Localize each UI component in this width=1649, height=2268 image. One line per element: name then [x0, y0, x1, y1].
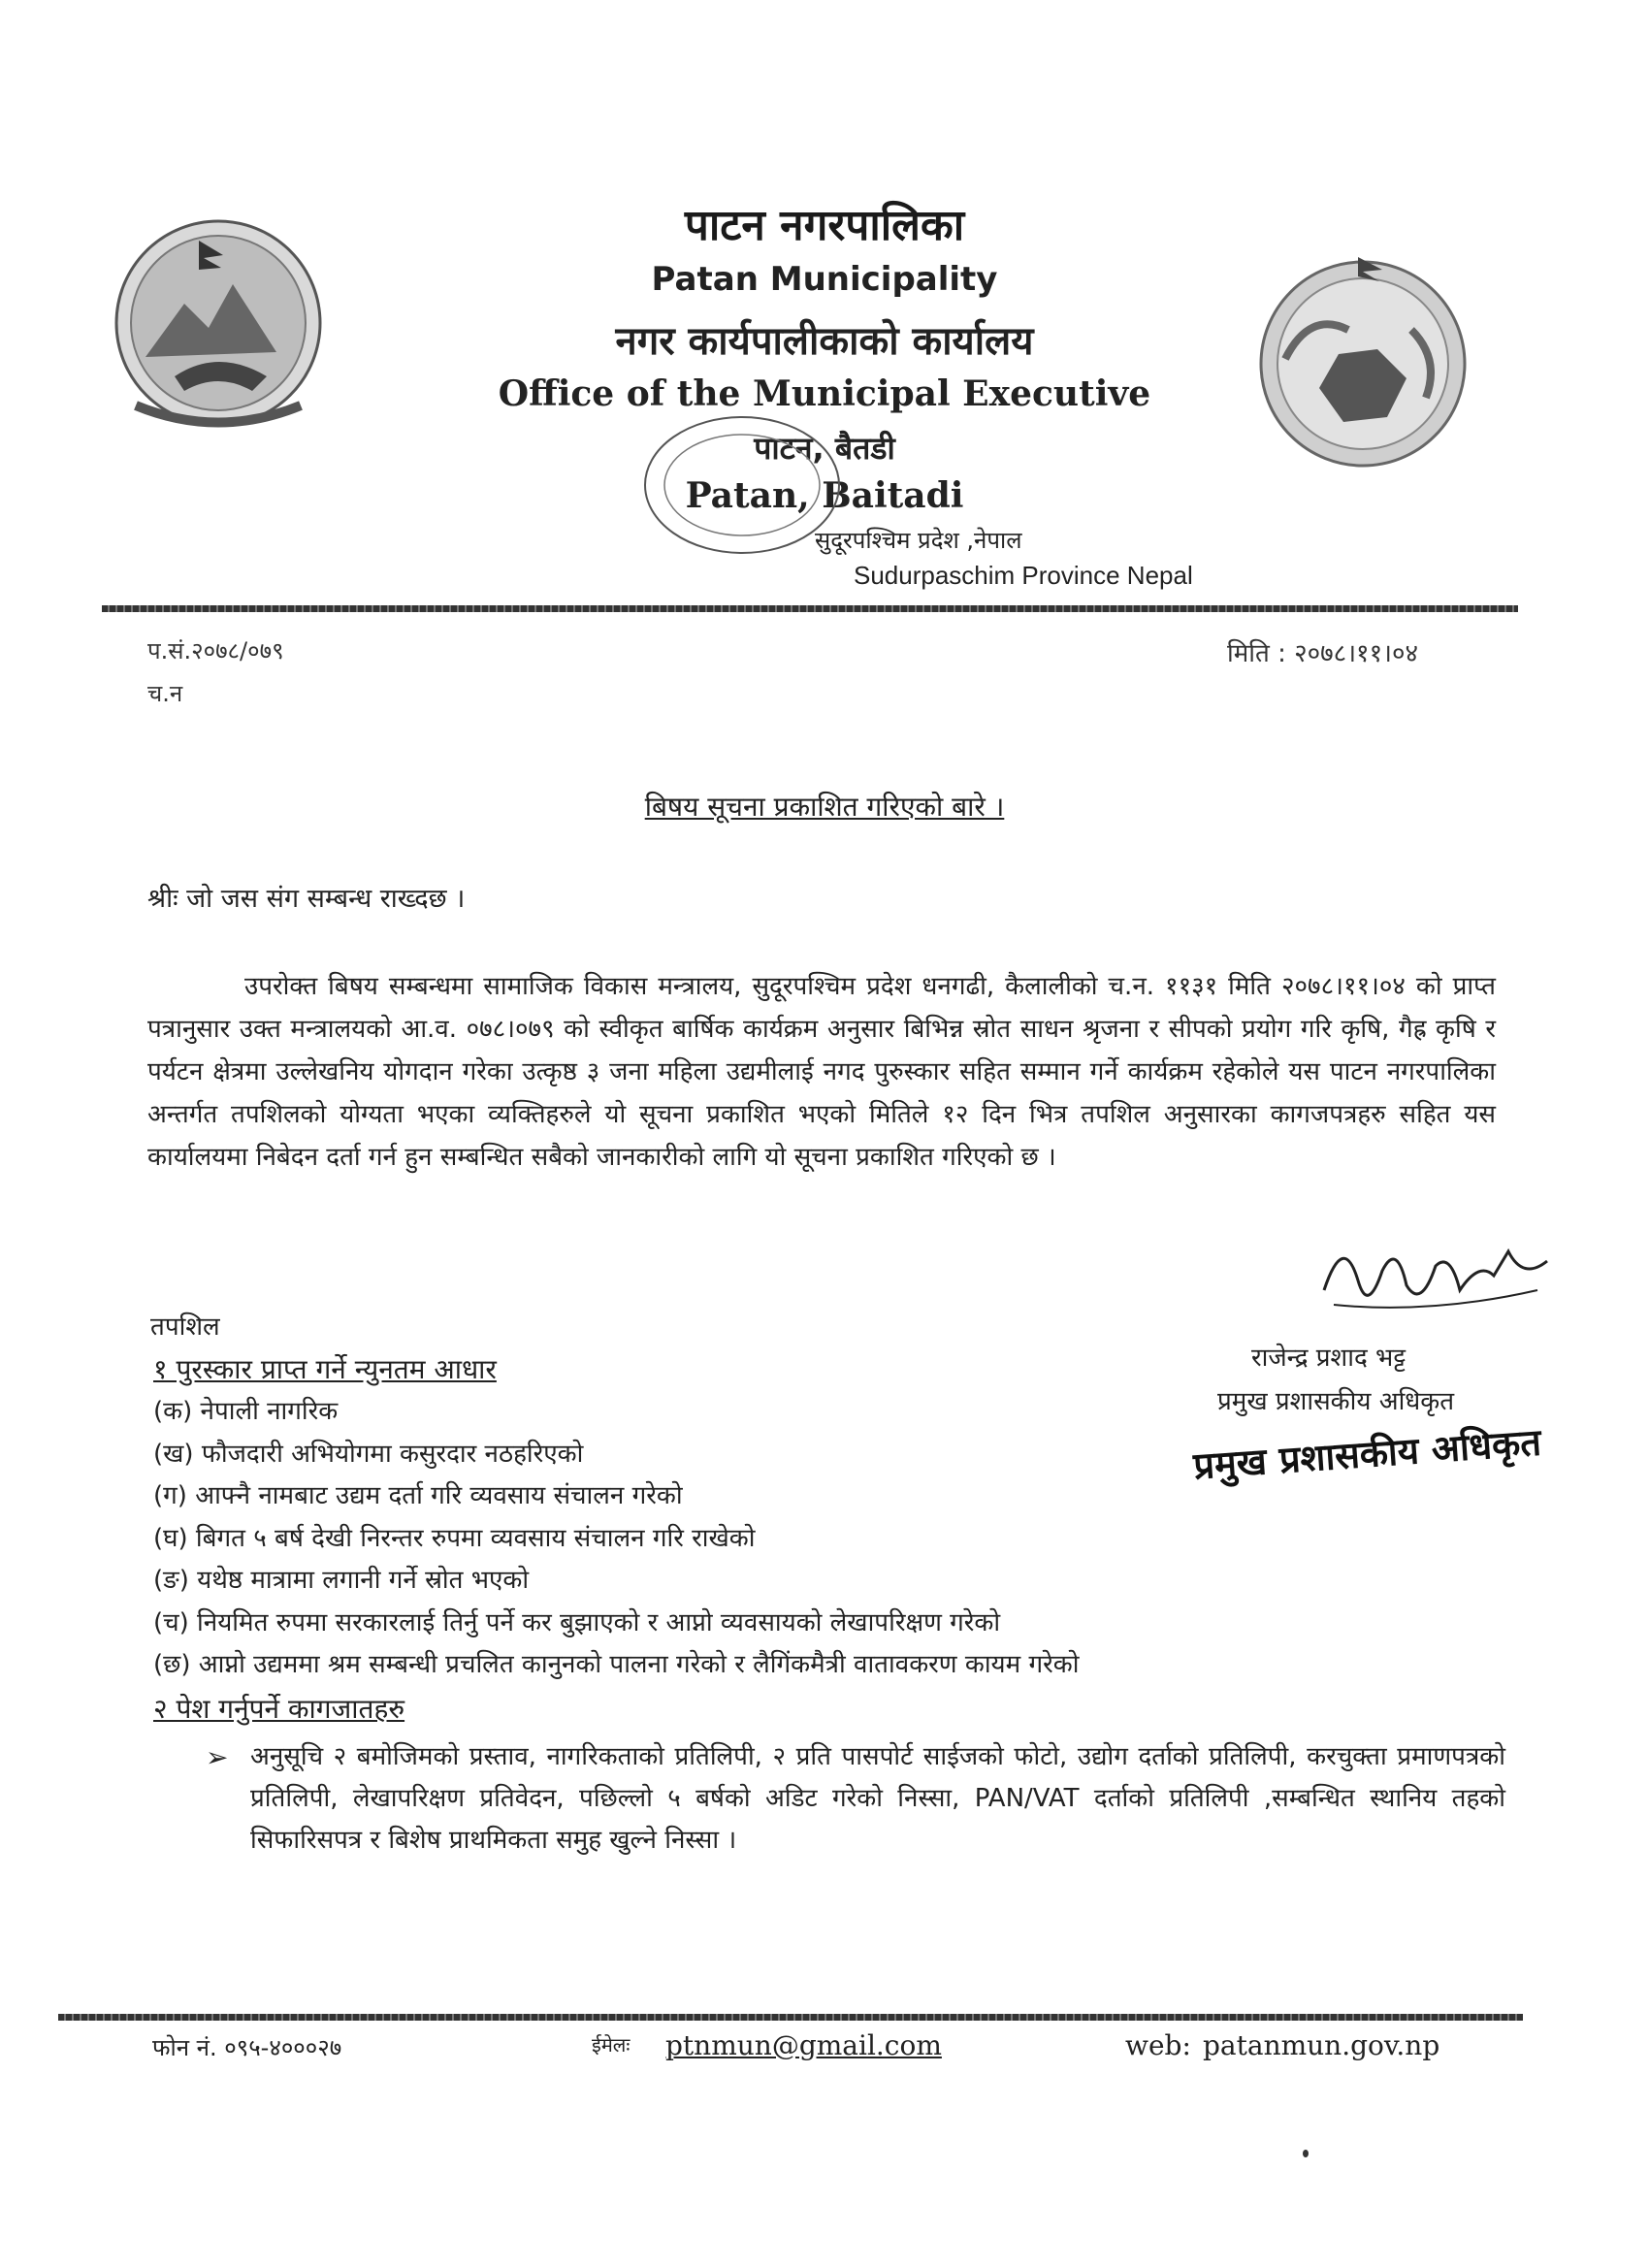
footer-phone: फोन नं. ०९५-४०००२७ — [152, 2034, 342, 2061]
list-item: (क) नेपाली नागरिक — [153, 1397, 339, 1426]
footer-web-link[interactable]: patanmun.gov.np — [1203, 2029, 1440, 2061]
list-item: (च) नियमित रुपमा सरकारलाई तिर्नु पर्ने कर बुझाएको र आप्नो व्यवसायको लेखापरिक्षण गरेको — [153, 1607, 1001, 1637]
province-english: Sudurpaschim Province Nepal — [854, 561, 1193, 590]
details-label: तपशिल — [150, 1312, 220, 1342]
section-1-heading: १ पुरस्कार प्राप्त गर्ने न्युनतम आधार — [153, 1353, 497, 1385]
province-nepali: सुदूरपश्चिम प्रदेश ,नेपाल — [815, 527, 1022, 554]
list-item: (घ) बिगत ५ बर्ष देखी निरन्तर रुपमा व्यवसाय संचालन गरि राखेको — [153, 1523, 756, 1553]
office-name-english: Office of the Municipal Executive — [498, 373, 1151, 414]
criteria-list — [153, 1391, 1079, 1687]
header-divider — [102, 605, 1518, 612]
place-english: Patan, Baitadi — [685, 475, 964, 516]
dispatch-number: च.न — [147, 680, 183, 707]
footer-divider — [58, 2014, 1523, 2021]
section-2-heading: २ पेश गर्नुपर्ने कागजातहरु — [153, 1693, 405, 1725]
salutation: श्रीः जो जस संग सम्बन्ध राख्दछ । — [147, 884, 466, 914]
subject-text: बिषय सूचना प्रकाशित गरिएको बारे । — [644, 791, 1005, 823]
signatory-title: प्रमुख प्रशासकीय अधिकृत — [1217, 1387, 1455, 1416]
list-item: (छ) आप्नो उद्यममा श्रम सम्बन्धी प्रचलित कानुनको पालना गरेको र लैगिंकमैत्री वातावकरण कायम गरेको — [153, 1650, 1080, 1679]
footer-email-label: ईमेलः — [592, 2033, 630, 2057]
letter-subject — [0, 788, 1649, 825]
letter-date: मिति : २०७८।११।०४ — [1227, 639, 1418, 668]
reference-number: प.सं.२०७८/०७९ — [147, 637, 284, 664]
documents-list-item — [206, 1736, 1505, 1862]
signatory-stamp: प्रमुख प्रशासकीय अधिकृत — [1191, 1420, 1543, 1488]
list-item: (ग) आफ्नै नामबाट उद्यम दर्ता गरि व्यवसाय संचालन गरेको — [153, 1481, 683, 1510]
body-paragraph: उपरोक्त बिषय सम्बन्धमा सामाजिक विकास मन्त्रालय, सुदूरपश्चिम प्रदेश धनगढी, कैलालीको च.न. ११३१ मिति २०७८।११।०४ को प्राप्त पत्रानुसार उक्त मन्त्रालयको आ.व. ०७८।०७९ को स्वीकृत बार्षिक कार्यक्रम अनुसार बिभिन्न स्रोत साधन श्रृजना र सीपको प्रयोग गरि कृषि, गैह्र कृषि र पर्यटन क्षेत्रमा उल्लेखनिय योगदान गरेका उत्कृष्ठ ३ जना महिला उद्यमीलाई नगद पुरुस्कार सहित सम्मान गर्ने कार्यक्रम रहेकोले यस पाटन नगरपालिका अन्तर्गत तपशिलको योग्यता भएका व्यक्तिहरुले यो सूचना प्रकाशित भएको मितिले १२ दिन भित्र तपशिल अनुसारका कागजपत्रहरु सहित यस कार्यालयमा निबेदन दर्ता गर्न हुन सम्बन्धित सबैको जानकारीको लागि यो सूचना प्रकाशित गरिएको छ । — [147, 972, 1496, 1172]
speck — [1303, 2150, 1309, 2157]
signature-icon — [1314, 1222, 1557, 1329]
municipality-name-nepali: पाटन नगरपालिका — [684, 201, 965, 250]
footer-web-label: web: — [1125, 2029, 1191, 2061]
signatory-name: राजेन्द्र प्रशाद भट्ट — [1251, 1344, 1406, 1373]
arrow-bullet-icon: ➢ — [206, 1741, 229, 1773]
list-item: (ङ) यथेष्ठ मात्रामा लगानी गर्ने स्रोत भएको — [153, 1566, 530, 1595]
municipality-name-english: Patan Municipality — [651, 260, 998, 299]
list-item: (ख) फौजदारी अभियोगमा कसुरदार नठहरिएको — [153, 1439, 584, 1469]
place-nepali: पाटन, बैतडी — [754, 430, 895, 467]
footer-email-link[interactable]: ptnmun@gmail.com — [665, 2029, 942, 2061]
office-name-nepali: नगर कार्यपालीकाको कार्यालय — [615, 319, 1034, 364]
documents-text: अनुसूचि २ बमोजिमको प्रस्ताव, नागरिकताको प्रतिलिपी, २ प्रति पासपोर्ट साईजको फोटो, उद्योग दर्ताको प्रतिलिपी, करचुक्ता प्रमाणपत्रको प्रतिलिपी, लेखापरिक्षण प्रतिवेदन, पछिल्लो ५ बर्षको अडिट गरेको निस्सा, PAN/VAT दर्ताको प्रतिलिपी ,सम्बन्धित स्थानिय तहको सिफारिसपत्र र बिशेष प्राथमिकता समुह खुल्ने निस्सा । — [250, 1742, 1505, 1855]
